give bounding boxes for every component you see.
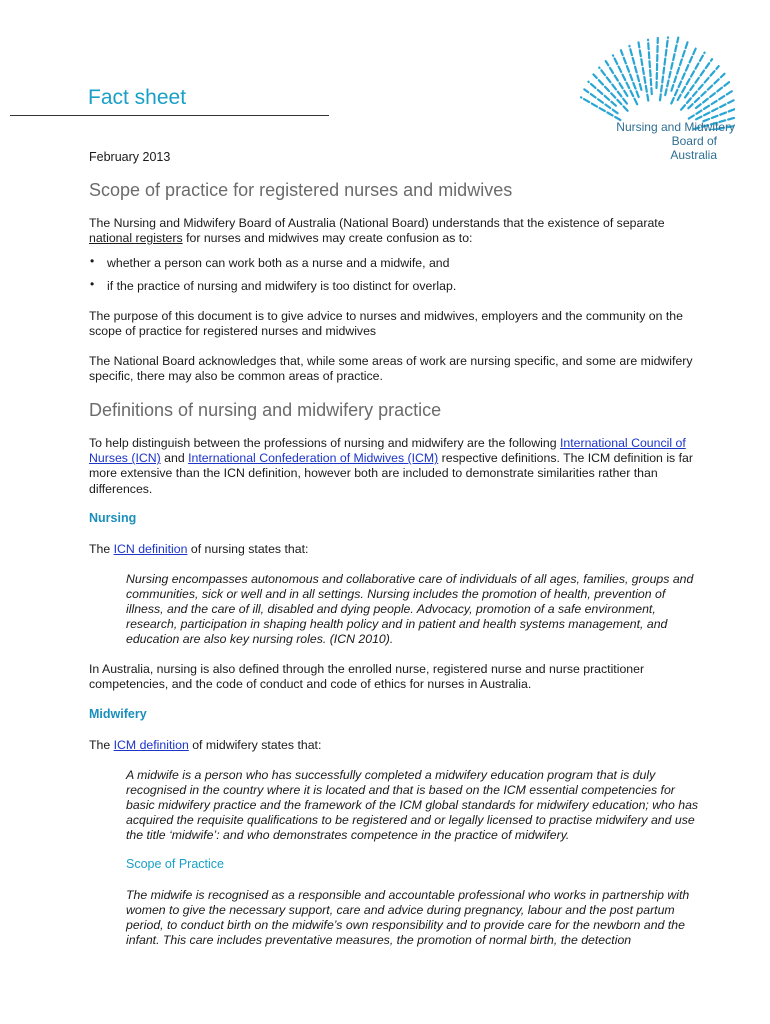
definitions-paragraph (89, 436, 704, 497)
scope-of-practice-heading: Scope of Practice (126, 857, 224, 871)
bullet-item: whether a person can work both as a nurse and a midwife, and (107, 256, 450, 270)
section-heading-scope: Scope of practice for registered nurses and midwives (89, 180, 513, 200)
logo-ray (657, 38, 658, 88)
icm-lead-the: The (89, 738, 114, 752)
intro-text: The Nursing and Midwifery Board of Australia (National Board) understands that the existence of separate (89, 216, 665, 230)
intro-paragraph (89, 216, 704, 246)
section-heading-definitions: Definitions of nursing and midwifery practice (89, 400, 442, 420)
bullet-icon: • (90, 254, 95, 268)
bullet-item: if the practice of nursing and midwifery is too distinct for overlap. (107, 279, 457, 293)
icm-lead-paragraph (89, 738, 704, 753)
icn-lead-the: The (89, 542, 114, 556)
title-divider (10, 115, 329, 116)
purpose-paragraph: The purpose of this document is to give advice to nurses and midwives, employers and the community on the scope of practice for registered nurses and midwives (89, 309, 683, 339)
icm-lead-rest: of midwifery states that: (188, 738, 322, 752)
intro-text-end: for nurses and midwives may create confusion as to: (182, 231, 473, 246)
icn-definition-quote: Nursing encompasses autonomous and collaborative care of individuals of all ages, families, groups and communities, sick or well and in all settings. Nursing includes the promotion of health, prevention of illness, and the care of ill, disabled and dying people. Advocacy, promotion of a safe environment, research, participation in shaping health policy and in patient and health systems management, and education are also key nursing roles. (ICN 2010). (126, 572, 694, 646)
logo-ray (648, 40, 652, 94)
nursing-heading: Nursing (89, 511, 137, 525)
logo-ray (593, 74, 627, 110)
definitions-text-and: and (160, 451, 189, 466)
publication-date: February 2013 (89, 150, 171, 164)
icm-definition-link[interactable]: ICM definition (113, 738, 189, 752)
logo-line-2: Board of (671, 134, 717, 148)
logo-line-3: Australia (670, 148, 717, 162)
logo-ray (639, 42, 649, 100)
logo-line-1: Nursing and Midwifery (616, 120, 735, 134)
logo-sunburst-icon (545, 20, 735, 130)
icm-definition-quote: A midwife is a person who has successfully completed a midwifery education program that is duly recognised in the country where it is located and that is based on the ICM essential competencies for basic midwifery practice and the framework of the ICM global standards for midwifery education; who has acquired the requisite qualifications to be registered and or legally licensed to practise midwifery and use the title ‘midwife’: and who demonstrates competence in the practice of midwifery. (126, 768, 699, 842)
australia-nursing-paragraph: In Australia, nursing is also defined through the enrolled nurse, registered nurse and nurse practitioner competencies, and the code of conduct and code of ethics for nurses in Australia. (89, 662, 645, 692)
definitions-text-end: respective definitions. The ICM definition is far more extensive than the ICN definition, however both are included to demonstrate similarities rather than differences. (89, 451, 693, 496)
icn-definition-link[interactable]: ICN definition (113, 542, 188, 556)
national-registers-text: national registers (89, 231, 183, 246)
nmba-logo (545, 20, 735, 170)
icn-lead-paragraph (89, 542, 704, 557)
icm-link[interactable]: International Confederation of Midwives (ICM) (188, 451, 439, 466)
icn-lead-rest: of nursing states that: (187, 542, 309, 556)
scope-of-practice-quote: The midwife is recognised as a responsible and accountable professional who works in partnership with women to give the necessary support, care and advice during pregnancy, labour and the post partum period, to conduct birth on the midwife’s own responsibility and to provide care for the newborn and the infant. This care includes preventative measures, the promotion of normal birth, the detection (126, 888, 690, 947)
icn-link[interactable]: International Council of Nurses (ICN) (89, 436, 686, 466)
definitions-text: To help distinguish between the professions of nursing and midwifery are the following (89, 436, 560, 450)
midwifery-heading: Midwifery (89, 707, 147, 721)
bullet-icon: • (90, 277, 95, 291)
acknowledge-paragraph: The National Board acknowledges that, while some areas of work are nursing specific, and some are midwifery specific, there may also be common areas of practice. (89, 354, 693, 384)
document-type-title: Fact sheet (88, 86, 187, 109)
